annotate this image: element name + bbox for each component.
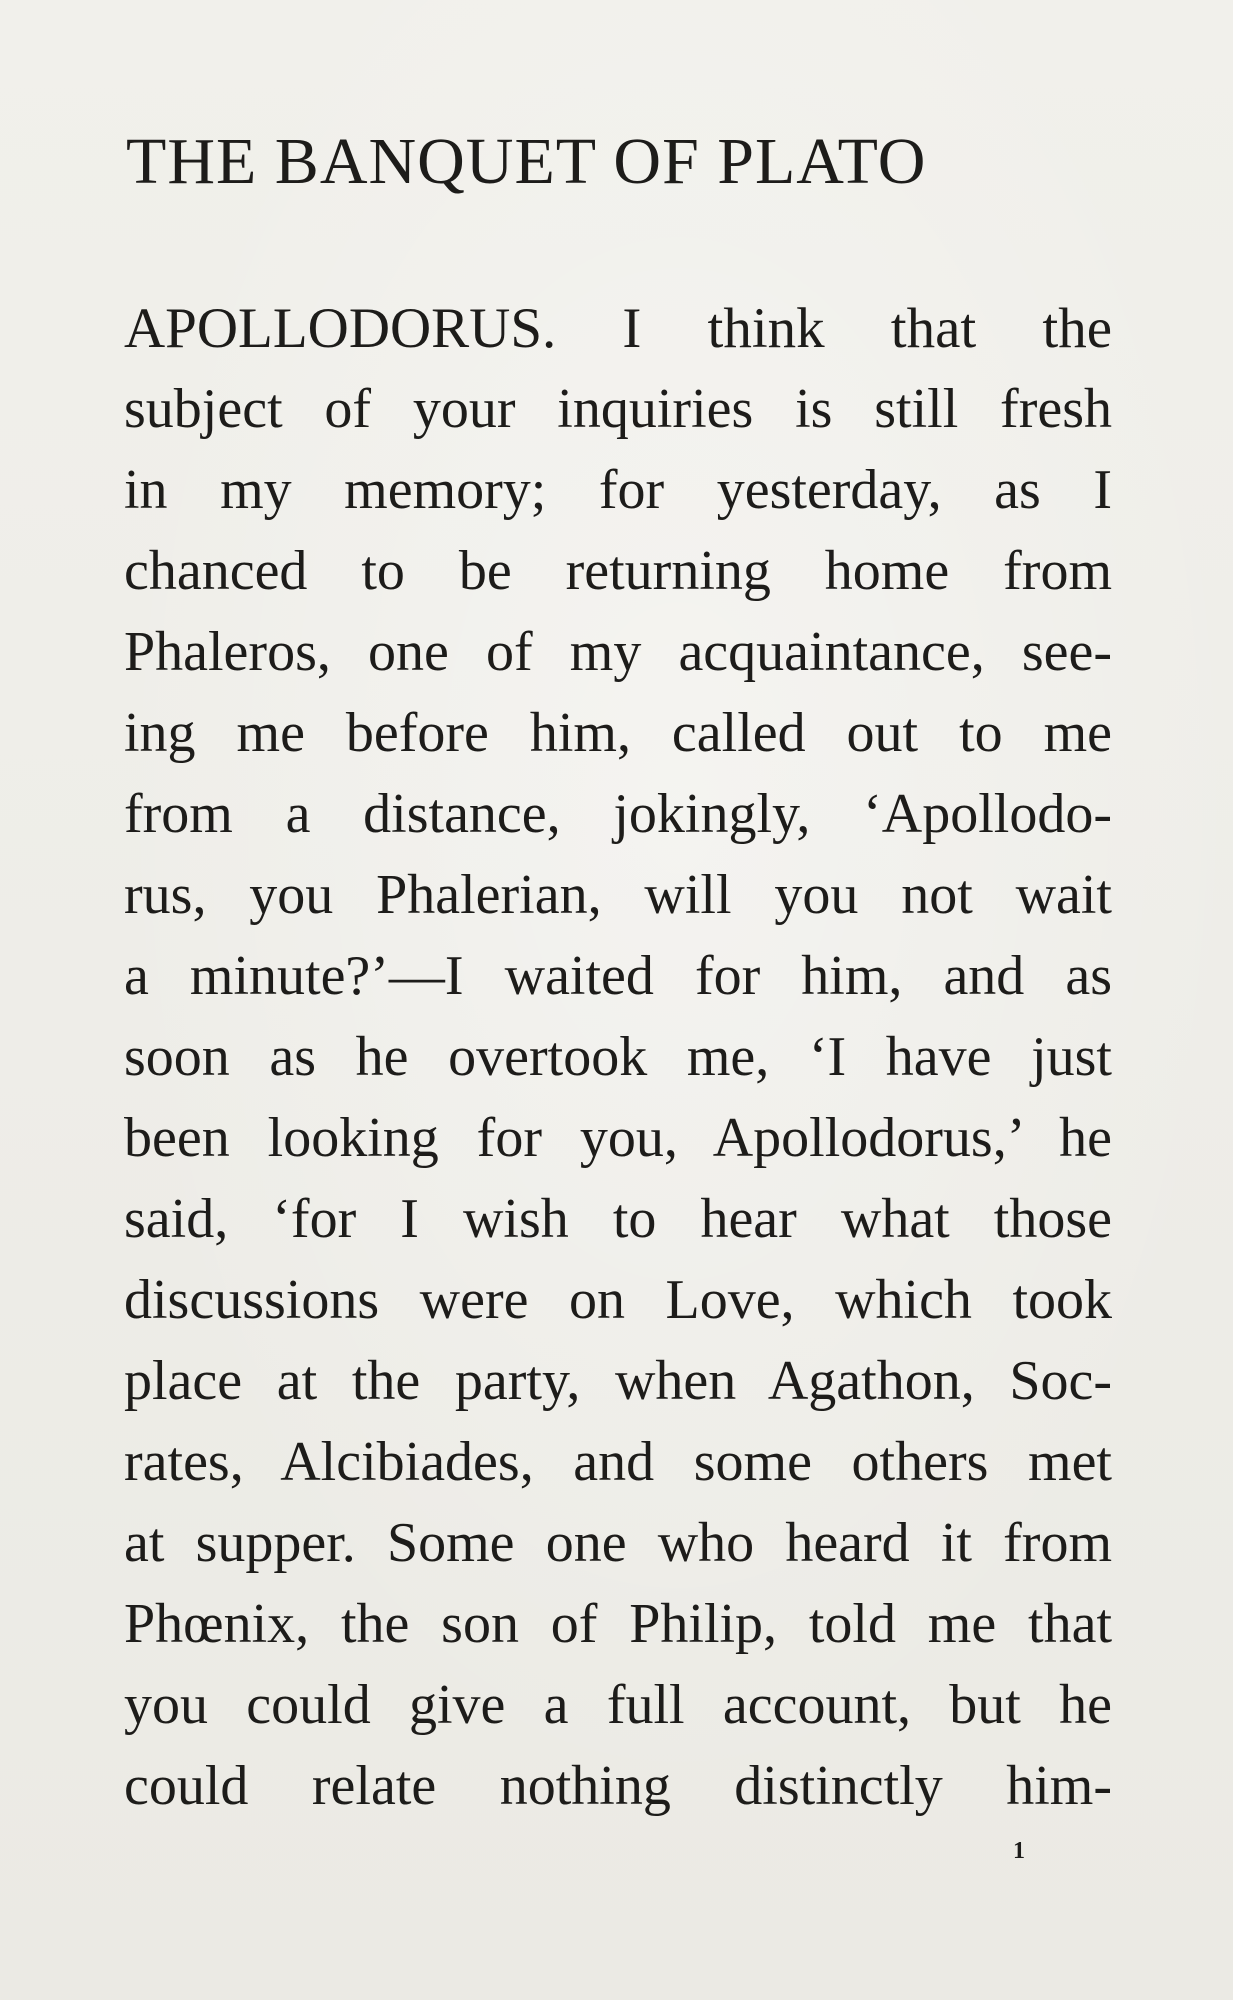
page-title: THE BANQUET OF PLATO xyxy=(126,125,927,198)
body-text xyxy=(124,288,1112,1827)
text-line: you could give a full account, but he xyxy=(124,1674,1112,1736)
text-line: been looking for you, Apollodorus,’ he xyxy=(124,1107,1112,1169)
page-number: 1 xyxy=(1013,1838,1025,1864)
text-line: at supper. Some one who heard it from xyxy=(124,1512,1112,1574)
text-line: APOLLODORUS. I think that the xyxy=(124,297,1112,360)
text-line: soon as he overtook me, ‘I have just xyxy=(124,1026,1112,1088)
text-line: rates, Alcibiades, and some others met xyxy=(124,1431,1112,1493)
text-line: from a distance, jokingly, ‘Apollodo- xyxy=(124,783,1112,845)
text-line: in my memory; for yesterday, as I xyxy=(124,459,1112,521)
text-line: chanced to be returning home from xyxy=(124,540,1112,602)
text-line: discussions were on Love, which took xyxy=(124,1269,1112,1331)
text-line: place at the party, when Agathon, Soc- xyxy=(124,1350,1112,1412)
text-line: a minute?’—I waited for him, and as xyxy=(124,945,1112,1007)
text-line: subject of your inquiries is still fresh xyxy=(124,378,1112,440)
text-line: rus, you Phalerian, will you not wait xyxy=(124,864,1112,926)
text-line: could relate nothing distinctly him- xyxy=(124,1755,1112,1817)
text-line: Phaleros, one of my acquaintance, see- xyxy=(124,621,1112,683)
text-line: ing me before him, called out to me xyxy=(124,702,1112,764)
text-line: Phœnix, the son of Philip, told me that xyxy=(124,1593,1112,1655)
text-line: said, ‘for I wish to hear what those xyxy=(124,1188,1112,1250)
